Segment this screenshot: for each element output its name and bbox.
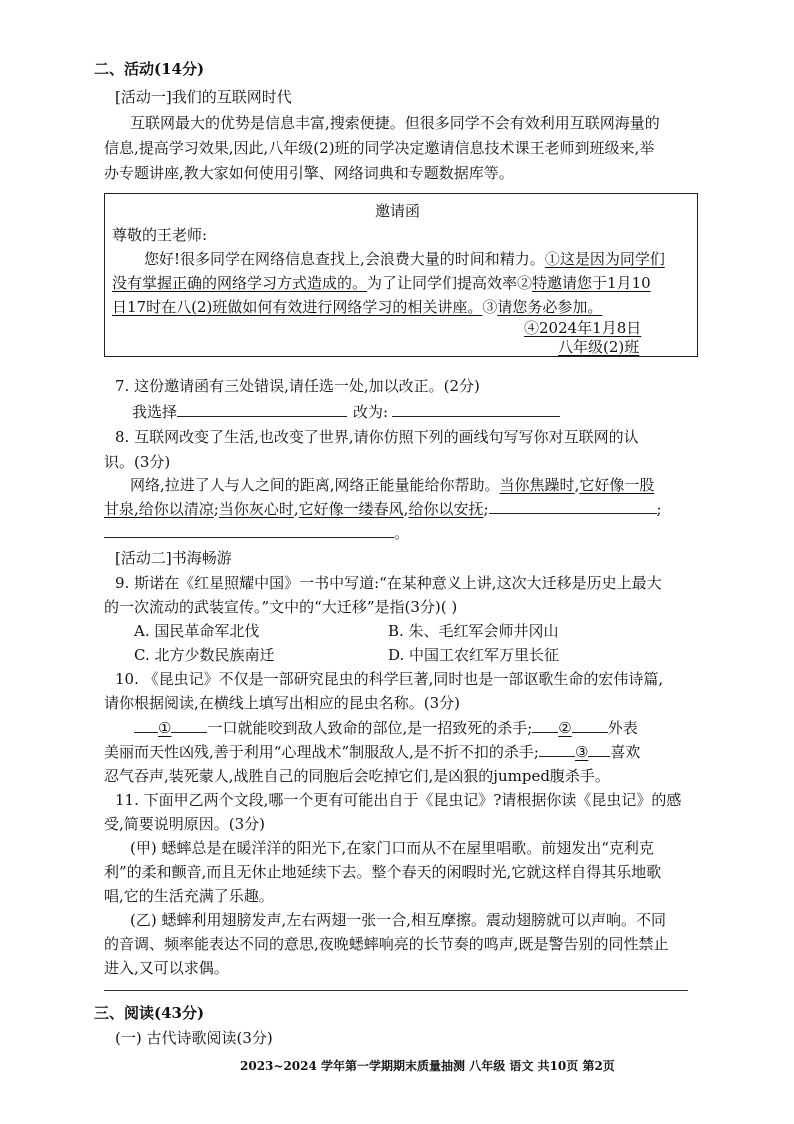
section-heading: 二、活动(14分) — [94, 60, 205, 78]
activity-title: [活动二]书海畅游 — [115, 549, 232, 567]
answer-blank[interactable] — [104, 523, 394, 538]
question-11-cont: 受,简要说明原因。(3分) — [104, 815, 266, 833]
q8-example-line: 甘泉,给你以清凉;当你灰心时,它好像一缕春风,给你以安抚; ; — [104, 500, 662, 518]
q8-answer-line: 。 — [104, 522, 409, 543]
passage-jia: 利”的柔和颤音,而且无休止地延续下去。整个春天的闲暇时光,它就这样自得其乐地歌 — [104, 863, 662, 881]
subsection-heading: (一) 古代诗歌阅读(3分) — [115, 1029, 273, 1047]
invitation-signature: 八年级(2)班 — [558, 338, 640, 356]
passage-yi: 进入,又可以求偶。 — [104, 959, 229, 977]
option-b[interactable]: B. 朱、毛红军会师井冈山 — [388, 622, 559, 640]
answer-blank[interactable] — [177, 402, 347, 417]
q10-fill-line: 忍气吞声,装死蒙人,战胜自己的同胞后会吃掉它们,是凶狠的jumped腹杀手。 — [104, 767, 610, 785]
question-7: 7. 这份邀请函有三处错误,请任选一处,加以改正。(2分) — [115, 377, 480, 395]
q7-answer-row: 我选择 改为: — [132, 401, 560, 422]
section-heading: 三、阅读(43分) — [94, 1004, 205, 1022]
question-9: 9. 斯诺在《红星照耀中国》一书中写道:“在某种意义上讲,这次大迁移是历史上最大 — [115, 574, 662, 592]
answer-blank[interactable] — [171, 718, 207, 733]
option-a[interactable]: A. 国民革命军北伐 — [134, 622, 260, 640]
page-footer: 2023~2024 学年第一学期期末质量抽测 八年级 语文 共10页 第2页 — [240, 1059, 615, 1073]
invitation-line: 日17时在八(2)班做如何有效进行网络学习的相关讲座。③请您务必参加。 — [112, 298, 603, 316]
invitation-title: 邀请函 — [375, 202, 421, 220]
answer-blank[interactable] — [489, 499, 657, 514]
passage-yi: (乙) 蟋蟀利用翅膀发声,左右两翅一张一合,相互摩擦。震动翅膀就可以声响。不同 — [130, 911, 667, 929]
question-8: 8. 互联网改变了生活,也改变了世界,请你仿照下列的画线句写写你对互联网的认 — [115, 428, 639, 446]
answer-blank[interactable] — [134, 718, 158, 733]
invitation-line: 没有掌握正确的网络学习方式造成的。为了让同学们提高效率②特邀请您于1月10 — [112, 274, 651, 292]
question-11: 11. 下面甲乙两个文段,哪一个更有可能出自于《昆虫记》?请根据你读《昆虫记》的感 — [115, 791, 682, 809]
intro-line: 互联网最大的优势是信息丰富,搜索便捷。但很多同学不会有效利用互联网海量的 — [130, 114, 660, 132]
answer-blank[interactable] — [392, 402, 560, 417]
answer-blank[interactable] — [539, 742, 575, 757]
option-c[interactable]: C. 北方少数民族南迁 — [134, 646, 275, 664]
answer-blank[interactable] — [588, 742, 610, 757]
intro-line: 办专题讲座,教大家如何使用引擎、网络词典和专题数据库等。 — [104, 164, 514, 182]
option-d[interactable]: D. 中国工农红军万里长征 — [388, 646, 560, 664]
intro-line: 信息,提高学习效果,因此,八年级(2)班的同学决定邀请信息技术课王老师到班级来,举 — [104, 139, 655, 157]
invitation-date: ④2024年1月8日 — [524, 319, 642, 337]
answer-blank[interactable] — [532, 718, 558, 733]
q8-example-line: 网络,拉进了人与人之间的距离,网络正能量能给你帮助。当你焦躁时,它好像一股 — [130, 476, 655, 494]
answer-blank[interactable] — [572, 718, 608, 733]
passage-yi: 的音调、频率能表达不同的意思,夜晚蟋蟀响亮的长节奏的鸣声,既是警告别的同性禁止 — [104, 935, 669, 953]
q10-fill-line: 美丽而天性凶残,善于利用“心理战术”制服敌人,是不折不扣的杀手; ③ 喜欢 — [104, 743, 641, 761]
question-10: 10. 《昆虫记》不仅是一部研究昆虫的科学巨著,同时也是一部讴歌生命的宏伟诗篇, — [115, 670, 664, 688]
q10-fill-line: ① 一口就能咬到敌人致命的部位,是一招致死的杀手; ② 外表 — [134, 717, 638, 738]
passage-jia: (甲) 蟋蟀总是在暖洋洋的阳光下,在家门口而从不在屋里唱歌。前翅发出“克利克 — [130, 839, 654, 857]
question-10-cont: 请你根据阅读,在横线上填写出相应的昆虫名称。(3分) — [104, 694, 461, 712]
question-8-cont: 识。(3分) — [104, 453, 171, 471]
invitation-line: 您好!很多同学在网络信息查找上,会浪费大量的时间和精力。①这是因为同学们 — [144, 250, 665, 268]
question-9-cont: 的一次流动的武装宣传。”文中的“大迁移”是指(3分)( ) — [104, 598, 458, 616]
passage-jia: 唱,它的生活充满了乐趣。 — [104, 887, 274, 905]
invitation-salutation: 尊敬的王老师: — [112, 226, 208, 244]
activity-title: [活动一]我们的互联网时代 — [115, 88, 292, 106]
answer-line[interactable] — [104, 990, 688, 991]
